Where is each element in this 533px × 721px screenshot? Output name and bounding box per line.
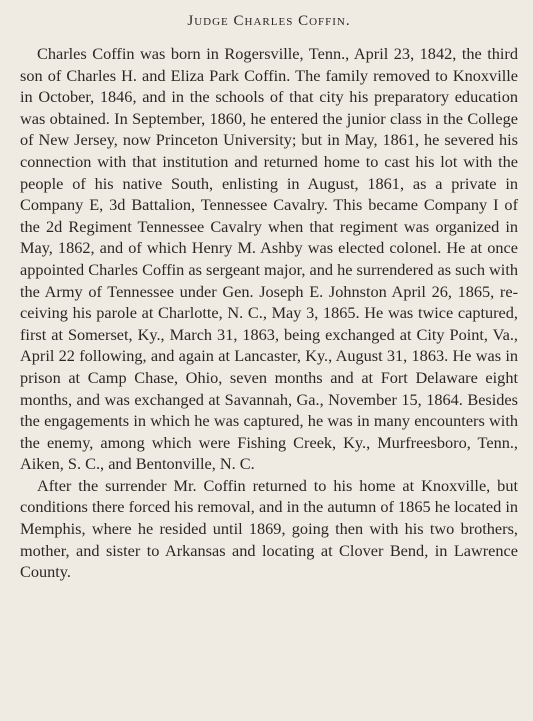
paragraph-1: Charles Coffin was born in Rogersville, Tenn., April 23, 1842, the third son of Charles H. and Eliza Park Coffin. The family removed to Knoxville in October, 1846, and in the schools of that city his preparatory education was obtained. In September, 1860, he entered the junior class in the College of New Jersey, now Princeton University; but in May, 1861, he severed his connection with that institution and returned home to cast his lot with the people of his native South, enlisting in August, 1861, as a private in Company E, 3d Battalion, Tennessee Cavalry. This became Company I of the 2d Regiment Tennessee Cavalry when that regiment was organized in May, 1862, and of which Henry M. Ashby was elected colonel. He at once appointed Charles Coffin as sergeant major, and he surrendered as such with the Army of Tennessee under Gen. Joseph E. Johnston April 26, 1865, receiving his parole at Charlotte, N. C., May 3, 1865. He was twice captured, first at Somerset, Ky., March 31, 1863, being exchanged at City Point, Va., April 22 following, and again at Lancaster, Ky., August 31, 1863. He was in prison at Camp Chase, Ohio, seven months and at Fort Delaware eight months, and was exchanged at Savannah, Ga., November 15, 1864. Besides the engagements in which he was captured, he was in many encounters with the enemy, among which were Fishing Creek, Ky., Murfreesboro, Tenn., Aiken, S. C., and Bentonville, N. C. <box>20 44 518 474</box>
document-body <box>20 43 518 583</box>
paragraph-2: After the surrender Mr. Coffin returned to his home at Knoxville, but conditions there forced his removal, and in the autumn of 1865 he located in Memphis, where he resided until 1869, going then with his two brothers, mother, and sister to Arkansas and locating at Clover Bend, in Lawrence County. <box>20 475 518 582</box>
page-title: Judge Charles Coffin. <box>187 13 351 29</box>
